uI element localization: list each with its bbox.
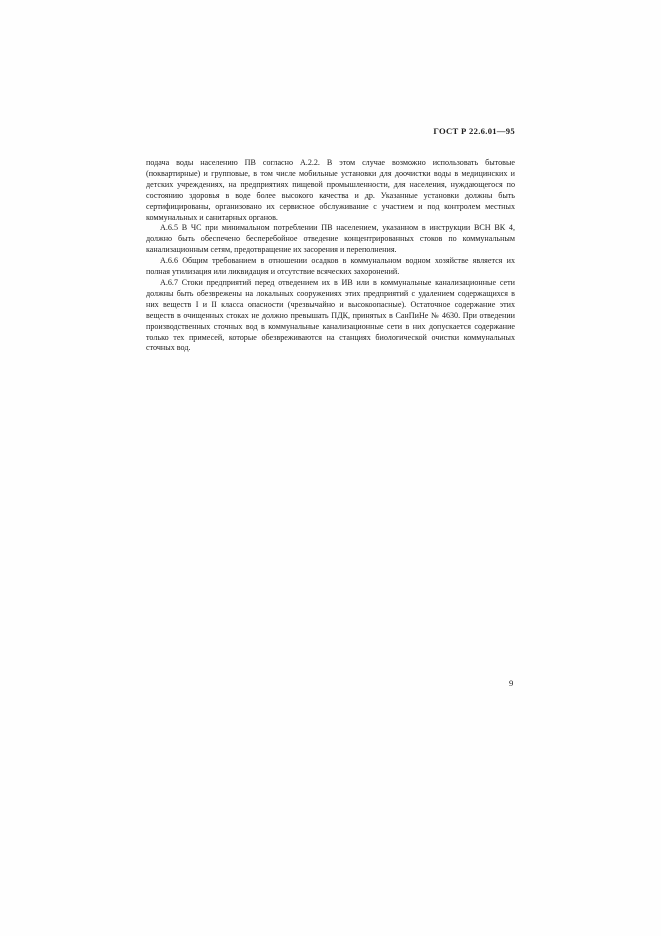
paragraph-a-6-7: А.6.7 Стоки предприятий перед отведением их в ИВ или в коммунальные канализационные сети должны быть обезврежены на локальных сооружениях этих предприятий с удалением содержащихся в них веществ I и II класса опасности (чрезвычайно и высокоопасные). Остаточное содержание этих веществ в очищенных стоках не должно превышать ПДК, принятых в СанПиНе № 4630. При отведении производственных сточных вод в коммунальные канализационные сети в них допускается содержание только тех примесей, которые обезвреживаются на станциях биологической очистки коммунальных сточных вод. <box>146 277 515 353</box>
body-text <box>146 158 515 354</box>
page-number: 9 <box>509 678 514 688</box>
paragraph-a-6-6: А.6.6 Общим требованием в отношении осадков в коммунальном водном хозяйстве является их полная утилизация или ликвидация и отсутствие всяческих захоронений. <box>146 256 515 277</box>
paragraph-continuation: подача воды населению ПВ согласно А.2.2. В этом случае возможно использовать бытовые (поквартирные) и групповые, в том числе мобильные установки для доочистки воды в медицинских и детских учреждениях, на предприятиях пищевой промышленности, для населения, нуждающегося по состоянию здоровья в воде более высокого качества и др. Указанные установки должны быть сертифицированы, организовано их сервисное обслуживание с участием и под контролем местных коммунальных и санитарных органов. <box>146 158 515 222</box>
paragraph-a-6-5: А.6.5 В ЧС при минимальном потреблении ПВ населением, указанном в инструкции ВСН ВК 4, должно быть обеспечено бесперебойное отведение концентрированных стоков по коммунальным канализационным сетям, предотвращение их засорения и переполнения. <box>146 223 515 255</box>
standard-code-header: ГОСТ Р 22.6.01—95 <box>433 126 515 136</box>
